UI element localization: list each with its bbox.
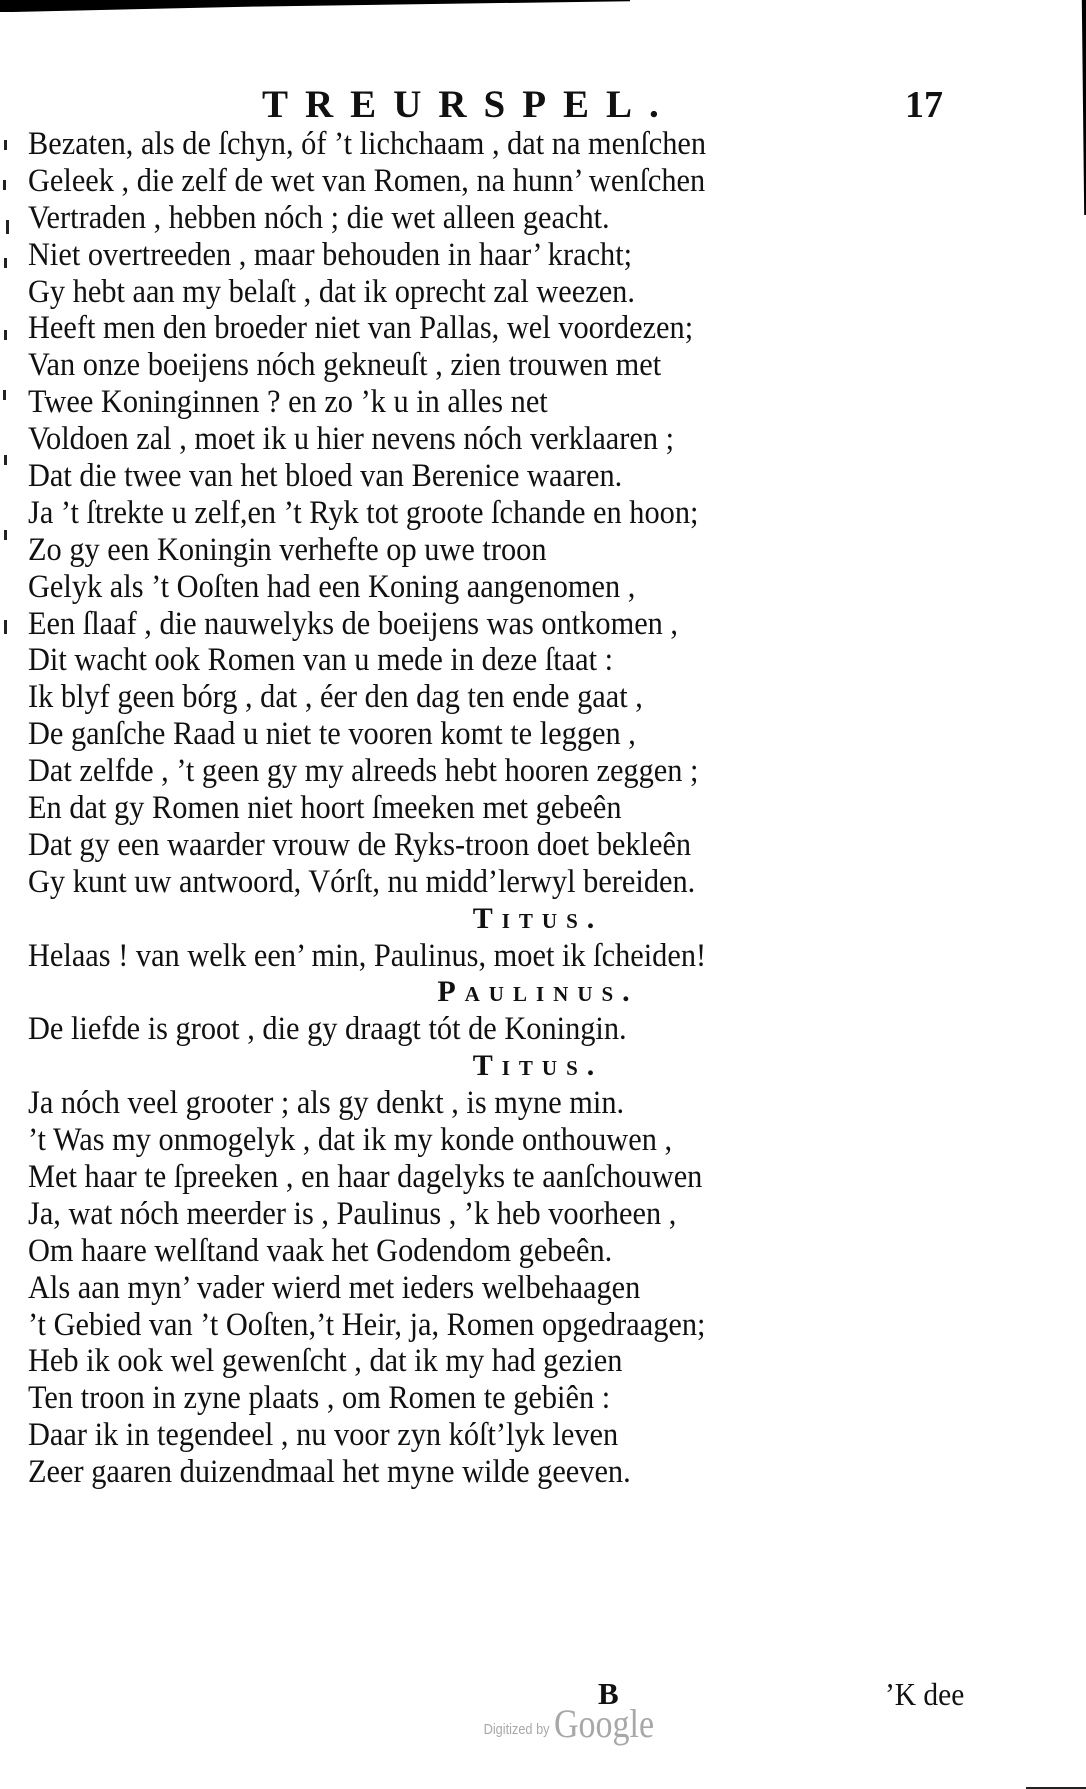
digitized-watermark — [472, 1701, 671, 1746]
verse-line: Helaas ! van welk een’ min, Paulinus, moet ik ſcheiden! — [28, 937, 707, 974]
verse-line: Ik blyf geen bórg , dat , éer den dag ten ende gaat , — [28, 679, 643, 716]
page-number: 17 — [905, 84, 943, 126]
verse-line: Niet overtreeden , maar behouden in haar’ kracht; — [28, 236, 633, 273]
verse-line: Als aan myn’ vader wierd met ieders welbehaagen — [28, 1269, 641, 1306]
verse-line: Zo gy een Koningin verhefte op uwe troon — [28, 531, 547, 568]
signature-mark: B — [598, 1676, 619, 1711]
verse-line: Een ſlaaf , die nauwelyks de boeijens was ontkomen , — [28, 605, 679, 642]
verse-line: Dat zelfde , ’t geen gy my alreeds hebt hooren zeggen ; — [28, 753, 699, 790]
verse-line: Zeer gaaren duizendmaal het myne wilde geeven. — [28, 1454, 631, 1491]
verse-line: Van onze boeijens nóch gekneuſt , zien trouwen met — [28, 347, 662, 384]
verse-line: De liefde is groot , die gy draagt tót de Koningin. — [28, 1011, 627, 1048]
ink-speck — [4, 620, 7, 634]
verse-line: Daar ik in tegendeel , nu voor zyn kóſt’lyk leven — [28, 1417, 619, 1454]
verse-line: Om haare welſtand vaak het Godendom gebeên. — [28, 1232, 613, 1269]
scan-edge-top — [0, 0, 630, 12]
verse-line: ’t Was my onmogelyk , dat ik my konde onthouwen , — [28, 1122, 673, 1159]
catchword: ’K dee — [885, 1676, 965, 1712]
verse-line: Dat die twee van het bloed van Berenice waaren. — [28, 458, 623, 495]
speaker-name: Titus. — [472, 1049, 604, 1083]
verse-line: Voldoen zal , moet ik u hier nevens nóch verklaaren ; — [28, 421, 675, 458]
verse-line: Ja ’t ſtrekte u zelf,en ’t Ryk tot groote ſchande en hoon; — [28, 494, 699, 531]
verse-line: Ja nóch veel grooter ; als gy denkt , is myne min. — [28, 1085, 625, 1122]
ink-speck — [3, 180, 6, 190]
verse-line: ’t Gebied van ’t Ooſten,’t Heir, ja, Romen opgedraagen; — [28, 1306, 706, 1343]
verse-line: Dit wacht ook Romen van u mede in deze ſtaat : — [28, 642, 614, 679]
ink-speck — [4, 455, 7, 465]
ink-speck — [4, 258, 7, 268]
ink-speck — [6, 220, 9, 234]
verse-line: Heeft men den broeder niet van Pallas, wel voordezen; — [28, 310, 694, 347]
verse-line: Dat gy een waarder vrouw de Ryks-troon doet bekleên — [28, 826, 692, 863]
verse-text — [28, 126, 1048, 1491]
running-head — [0, 80, 1086, 130]
ink-speck — [4, 330, 7, 340]
verse-line: Gy kunt uw antwoord, Vórſt, nu midd’lerwyl bereiden. — [28, 863, 696, 900]
verse-line: Twee Koninginnen ? en zo ’k u in alles net — [28, 384, 548, 421]
verse-line: De ganſche Raad u niet te vooren komt te leggen , — [28, 716, 636, 753]
verse-line: En dat gy Romen niet hoort ſmeeken met gebeên — [28, 790, 622, 827]
margin-bleed-through — [0, 60, 14, 700]
verse-line: Bezaten, als de ſchyn, óf ’t lichchaam , dat na menſchen — [28, 126, 707, 162]
verse-line: Gy hebt aan my belaſt , dat ik oprecht zal weezen. — [28, 273, 635, 310]
ink-speck — [4, 140, 7, 150]
running-title: TREURSPEL. — [262, 83, 676, 126]
verse-line: Ja, wat nóch meerder is , Paulinus , ’k heb voorheen , — [28, 1195, 677, 1232]
verse-line: Heb ik ook wel gewenſcht , dat ik my had gezien — [28, 1343, 623, 1380]
verse-line: Gelyk als ’t Ooſten had een Koning aangenomen , — [28, 568, 636, 605]
watermark-prefix: Digitized by — [483, 1721, 550, 1738]
verse-line: Vertraden , hebben nóch ; die wet alleen geacht. — [28, 199, 610, 236]
ink-speck — [4, 530, 7, 540]
speaker-name: Paulinus. — [437, 975, 639, 1009]
ink-speck — [3, 390, 6, 400]
verse-line: Ten troon in zyne plaats , om Romen te gebiên : — [28, 1380, 611, 1417]
watermark-brand: Google — [553, 1701, 654, 1746]
speaker-name: Titus. — [472, 901, 604, 935]
verse-line: Met haar te ſpreeken , en haar dagelyks te aanſchouwen — [28, 1158, 703, 1195]
verse-line: Geleek , die zelf de wet van Romen, na hunn’ wenſchen — [28, 162, 706, 199]
